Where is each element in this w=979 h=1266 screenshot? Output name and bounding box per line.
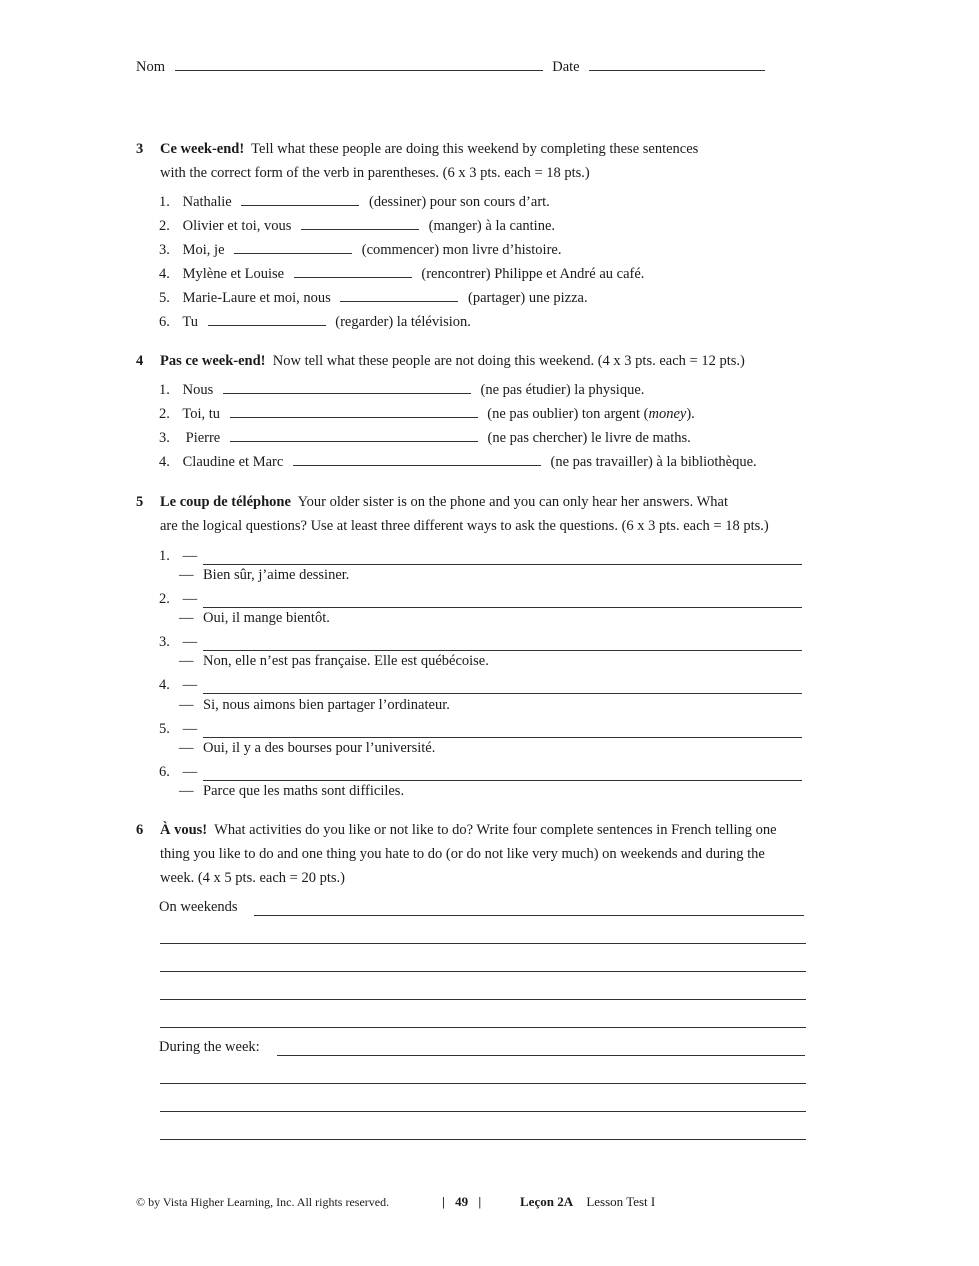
item-number: 1.: [159, 382, 170, 398]
question-row: [159, 591, 207, 608]
section6-instruction-line2: thing you like to do and one thing you hate to do (or do not like very much) on weekends and during the: [160, 846, 765, 862]
section3-instruction-line2: with the correct form of the verb in parentheses. (6 x 3 pts. each = 18 pts.): [160, 165, 590, 181]
verb-blank[interactable]: [230, 416, 478, 418]
verb-blank[interactable]: [340, 300, 458, 302]
weekends-answer-line[interactable]: [160, 1027, 806, 1028]
weekends-answer-line[interactable]: [160, 971, 806, 972]
answer-text: Bien sûr, j’aime dessiner.: [203, 567, 350, 583]
item-number: 2.: [159, 406, 170, 422]
section6-instruction-line3: week. (4 x 5 pts. each = 20 pts.): [160, 870, 345, 886]
dash: —: [182, 591, 198, 607]
section6-number: 6: [136, 822, 144, 838]
question-row: [159, 634, 207, 651]
item-number: 3.: [159, 430, 170, 446]
page-number-block: [442, 1194, 481, 1210]
verb-blank[interactable]: [208, 324, 326, 326]
item-number: 5.: [159, 290, 170, 306]
answer-row: [179, 610, 330, 627]
week-answer-line[interactable]: [160, 1083, 806, 1084]
section3-item: [159, 194, 550, 211]
week-answer-line[interactable]: [160, 1139, 806, 1140]
item-rest: (commencer) mon livre d’histoire.: [361, 242, 562, 258]
lesson-label: Leçon 2A: [520, 1194, 574, 1209]
section3-item: [159, 218, 555, 235]
verb-blank[interactable]: [230, 440, 478, 442]
question-blank[interactable]: [203, 693, 802, 694]
dash: —: [182, 548, 198, 564]
item-subject: Olivier et toi, vous: [182, 218, 292, 234]
item-subject: Pierre: [185, 430, 221, 446]
item-number: 1.: [159, 548, 170, 564]
item-rest: (manger) à la cantine.: [428, 218, 556, 234]
question-row: [159, 721, 207, 738]
item-rest: (ne pas chercher) le livre de maths.: [487, 430, 691, 446]
section4-item: [159, 382, 644, 399]
section4-instruction-text: Now tell what these people are not doing this weekend. (4 x 3 pts. each = 12 pts.): [272, 353, 745, 369]
section3-instruction: [160, 141, 698, 158]
item-subject: Tu: [182, 314, 198, 330]
item-number: 6.: [159, 314, 170, 330]
copyright: © by Vista Higher Learning, Inc. All rights reserved.: [136, 1195, 390, 1209]
question-blank[interactable]: [203, 737, 802, 738]
answer-row: [179, 653, 489, 670]
item-number: 6.: [159, 764, 170, 780]
name-field: [136, 59, 765, 76]
item-subject: Nous: [182, 382, 214, 398]
item-subject: Claudine et Marc: [182, 454, 284, 470]
section6-instruction-line1: What activities do you like or not like to do? Write four complete sentences in French telling one: [214, 822, 777, 838]
item-rest-italic: money: [648, 406, 687, 422]
item-rest: (rencontrer) Philippe et André au café.: [421, 266, 645, 282]
date-blank[interactable]: [589, 69, 765, 71]
dash: —: [179, 783, 194, 799]
weekends-answer-line[interactable]: [254, 915, 804, 916]
verb-blank[interactable]: [234, 252, 352, 254]
item-subject: Marie-Laure et moi, nous: [182, 290, 331, 306]
answer-text: Non, elle n’est pas française. Elle est québécoise.: [203, 653, 489, 669]
nom-blank[interactable]: [175, 69, 543, 71]
question-blank[interactable]: [203, 607, 802, 608]
week-answer-line[interactable]: [277, 1055, 805, 1056]
question-blank[interactable]: [203, 780, 802, 781]
item-subject: Nathalie: [182, 194, 232, 210]
item-rest: (dessiner) pour son cours d’art.: [369, 194, 550, 210]
dash: —: [182, 721, 198, 737]
week-label: During the week:: [159, 1039, 260, 1055]
separator: |: [442, 1194, 445, 1209]
dash: —: [179, 610, 194, 626]
question-blank[interactable]: [203, 564, 802, 565]
verb-blank[interactable]: [241, 204, 359, 206]
answer-row: [179, 567, 349, 584]
item-number: 4.: [159, 677, 170, 693]
section5-instruction: [160, 494, 728, 511]
item-number: 4.: [159, 266, 170, 282]
dash: —: [182, 634, 198, 650]
answer-text: Parce que les maths sont difficiles.: [203, 783, 405, 799]
section3-item: [159, 314, 471, 331]
section3-item: [159, 290, 588, 307]
answer-row: [179, 697, 450, 714]
verb-blank[interactable]: [301, 228, 419, 230]
section3-title: Ce week-end!: [160, 141, 245, 157]
lesson-info: [520, 1194, 655, 1210]
verb-blank[interactable]: [223, 392, 471, 394]
section4-item: [159, 454, 757, 471]
dash: —: [182, 677, 198, 693]
dash: —: [179, 653, 194, 669]
weekends-label: On weekends: [159, 899, 238, 915]
section4-item: [159, 406, 695, 423]
item-rest: (regarder) la télévision.: [335, 314, 471, 330]
answer-text: Oui, il mange bientôt.: [203, 610, 330, 626]
question-row: [159, 764, 207, 781]
section6-instruction: [160, 822, 777, 839]
item-rest: (ne pas travailler) à la bibliothèque.: [550, 454, 757, 470]
item-number: 2.: [159, 591, 170, 607]
section3-number: 3: [136, 141, 144, 157]
dash: —: [179, 740, 194, 756]
section4-item: [159, 430, 691, 447]
section5-instruction-line2: are the logical questions? Use at least three different ways to ask the questions. (6 x 3 pts. each = 18 pts.): [160, 518, 769, 534]
section4-number: 4: [136, 353, 144, 369]
answer-row: [179, 783, 404, 800]
question-row: [159, 548, 207, 565]
week-answer-line[interactable]: [160, 1111, 806, 1112]
section3-instruction-line1: Tell what these people are doing this weekend by completing these sentences: [251, 141, 699, 157]
weekends-answer-line[interactable]: [160, 999, 806, 1000]
item-number: 2.: [159, 218, 170, 234]
item-number: 5.: [159, 721, 170, 737]
item-rest: (ne pas étudier) la physique.: [480, 382, 645, 398]
item-number: 3.: [159, 242, 170, 258]
section4-title: Pas ce week-end!: [160, 353, 266, 369]
answer-text: Si, nous aimons bien partager l’ordinateur.: [203, 697, 450, 713]
section5-number: 5: [136, 494, 144, 510]
test-name: Lesson Test I: [586, 1194, 656, 1209]
item-rest-end: ).: [686, 406, 695, 422]
answer-row: [179, 740, 435, 757]
item-rest: (partager) une pizza.: [468, 290, 588, 306]
section3-item: [159, 266, 644, 283]
dash: —: [182, 764, 198, 780]
item-number: 3.: [159, 634, 170, 650]
page-number: 49: [455, 1194, 469, 1209]
verb-blank[interactable]: [294, 276, 412, 278]
section6-title: À vous!: [160, 822, 208, 838]
dash: —: [179, 697, 194, 713]
item-rest: (ne pas oublier) ton argent (: [487, 406, 649, 422]
question-row: [159, 677, 207, 694]
answer-text: Oui, il y a des bourses pour l’université.: [203, 740, 436, 756]
question-blank[interactable]: [203, 650, 802, 651]
section5-title: Le coup de téléphone: [160, 494, 291, 510]
item-number: 4.: [159, 454, 170, 470]
section3-item: [159, 242, 561, 259]
verb-blank[interactable]: [293, 464, 541, 466]
weekends-answer-line[interactable]: [160, 943, 806, 944]
nom-label: Nom: [136, 59, 165, 75]
separator: |: [478, 1194, 482, 1209]
item-subject: Toi, tu: [182, 406, 221, 422]
date-label: Date: [552, 59, 580, 75]
item-subject: Mylène et Louise: [182, 266, 285, 282]
section5-instruction-line1: Your older sister is on the phone and you can only hear her answers. What: [297, 494, 728, 510]
item-number: 1.: [159, 194, 170, 210]
dash: —: [179, 567, 194, 583]
section4-instruction: [160, 353, 745, 370]
item-subject: Moi, je: [182, 242, 225, 258]
